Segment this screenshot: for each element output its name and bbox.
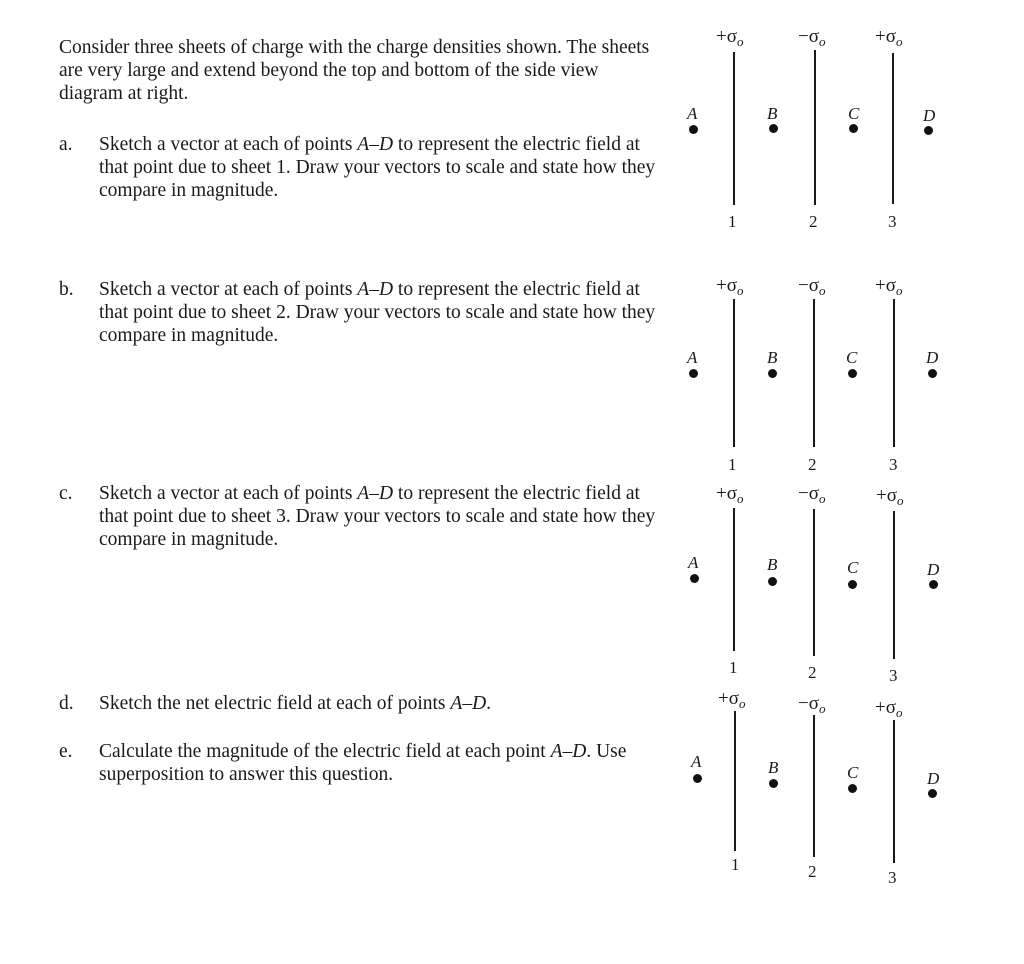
point-a-dot (689, 125, 698, 134)
charge-label-3: $+\sigma_o$ (875, 26, 903, 49)
question-text: Sketch a vector at each of points A–D to represent the electric field at that point due to sheet 2. Draw your vectors to scale and state how they compare in magnitude. (99, 279, 656, 346)
question-letter: b. (59, 279, 74, 300)
point-a-dot (689, 369, 698, 378)
question-letter: d. (59, 693, 74, 714)
sheet-number-1: 1 (731, 855, 740, 874)
point-label-c: C (847, 558, 859, 577)
charge-label-1: $+\sigma_o$ (716, 26, 744, 49)
sheet-3-line (893, 511, 895, 659)
point-label-d: D (926, 348, 939, 367)
point-label-a: A (688, 553, 699, 572)
sheet-2-line (813, 509, 815, 656)
charge-label-3: $+\sigma_o$ (875, 697, 903, 720)
sheet-2-line (813, 299, 815, 447)
question-text: Sketch a vector at each of points A–D to represent the electric field at that point due to sheet 1. Draw your vectors to scale and state how they compare in magnitude. (99, 134, 656, 201)
point-label-c: C (848, 104, 860, 123)
sheet-2-line (814, 50, 816, 205)
question-text: Sketch a vector at each of points A–D to represent the electric field at that point due to sheet 3. Draw your vectors to scale and state how they compare in magnitude. (99, 483, 656, 550)
charge-label-1: $+\sigma_o$ (716, 483, 744, 506)
sheet-number-1: 1 (728, 455, 737, 474)
point-label-b: B (767, 104, 778, 123)
point-label-c: C (847, 763, 859, 782)
question-text: Sketch the net electric field at each of points A–D. (99, 693, 492, 714)
question-letter: a. (59, 134, 73, 155)
charge-label-2: $-\sigma_o$ (798, 693, 826, 716)
sheet-number-3: 3 (888, 868, 897, 887)
point-label-d: D (927, 769, 940, 788)
point-d-dot (928, 789, 937, 798)
point-c-dot (848, 369, 857, 378)
charge-label-2: $-\sigma_o$ (798, 26, 826, 49)
sheet-number-2: 2 (808, 455, 817, 474)
point-b-dot (768, 369, 777, 378)
point-label-a: A (691, 752, 702, 771)
sheet-2-line (813, 715, 815, 857)
sheets-diagram-c (670, 475, 960, 695)
charge-label-1: $+\sigma_o$ (716, 275, 744, 298)
charge-label-2: $-\sigma_o$ (798, 275, 826, 298)
point-b-dot (769, 779, 778, 788)
point-label-b: B (767, 348, 778, 367)
point-c-dot (849, 124, 858, 133)
point-label-d: D (927, 560, 940, 579)
point-d-dot (928, 369, 937, 378)
sheet-number-3: 3 (888, 212, 897, 231)
sheet-number-2: 2 (808, 663, 817, 682)
sheet-1-line (733, 299, 735, 447)
point-d-dot (924, 126, 933, 135)
point-label-b: B (767, 555, 778, 574)
sheets-diagram-d (670, 685, 960, 905)
sheet-3-line (892, 53, 894, 204)
point-c-dot (848, 784, 857, 793)
intro-paragraph: Consider three sheets of charge with the charge densities shown. The sheets are very large and extend beyond the top and bottom of the side view diagram at right. (59, 37, 650, 104)
point-label-c: C (846, 348, 858, 367)
point-a-dot (690, 574, 699, 583)
charge-label-3: $+\sigma_o$ (876, 485, 904, 508)
question-letter: c. (59, 483, 73, 504)
sheet-3-line (893, 720, 895, 863)
sheet-3-line (893, 299, 895, 447)
point-label-b: B (768, 758, 779, 777)
point-label-a: A (687, 104, 698, 123)
sheet-1-line (734, 711, 736, 851)
point-d-dot (929, 580, 938, 589)
point-label-d: D (923, 106, 936, 125)
point-c-dot (848, 580, 857, 589)
sheet-number-3: 3 (889, 666, 898, 685)
sheet-1-line (733, 52, 735, 205)
sheets-diagram-a (670, 20, 960, 240)
question-text: Calculate the magnitude of the electric field at each point A–D. Use superposition to answer this question. (99, 741, 627, 785)
charge-label-1: $+\sigma_o$ (718, 688, 746, 711)
point-label-a: A (687, 348, 698, 367)
sheet-number-3: 3 (889, 455, 898, 474)
point-b-dot (768, 577, 777, 586)
point-a-dot (693, 774, 702, 783)
sheets-diagram-b (670, 270, 960, 490)
sheet-1-line (733, 508, 735, 651)
question-letter: e. (59, 741, 73, 762)
charge-label-2: $-\sigma_o$ (798, 483, 826, 506)
sheet-number-1: 1 (729, 658, 738, 677)
point-b-dot (769, 124, 778, 133)
charge-label-3: $+\sigma_o$ (875, 275, 903, 298)
sheet-number-1: 1 (728, 212, 737, 231)
sheet-number-2: 2 (808, 862, 817, 881)
sheet-number-2: 2 (809, 212, 818, 231)
